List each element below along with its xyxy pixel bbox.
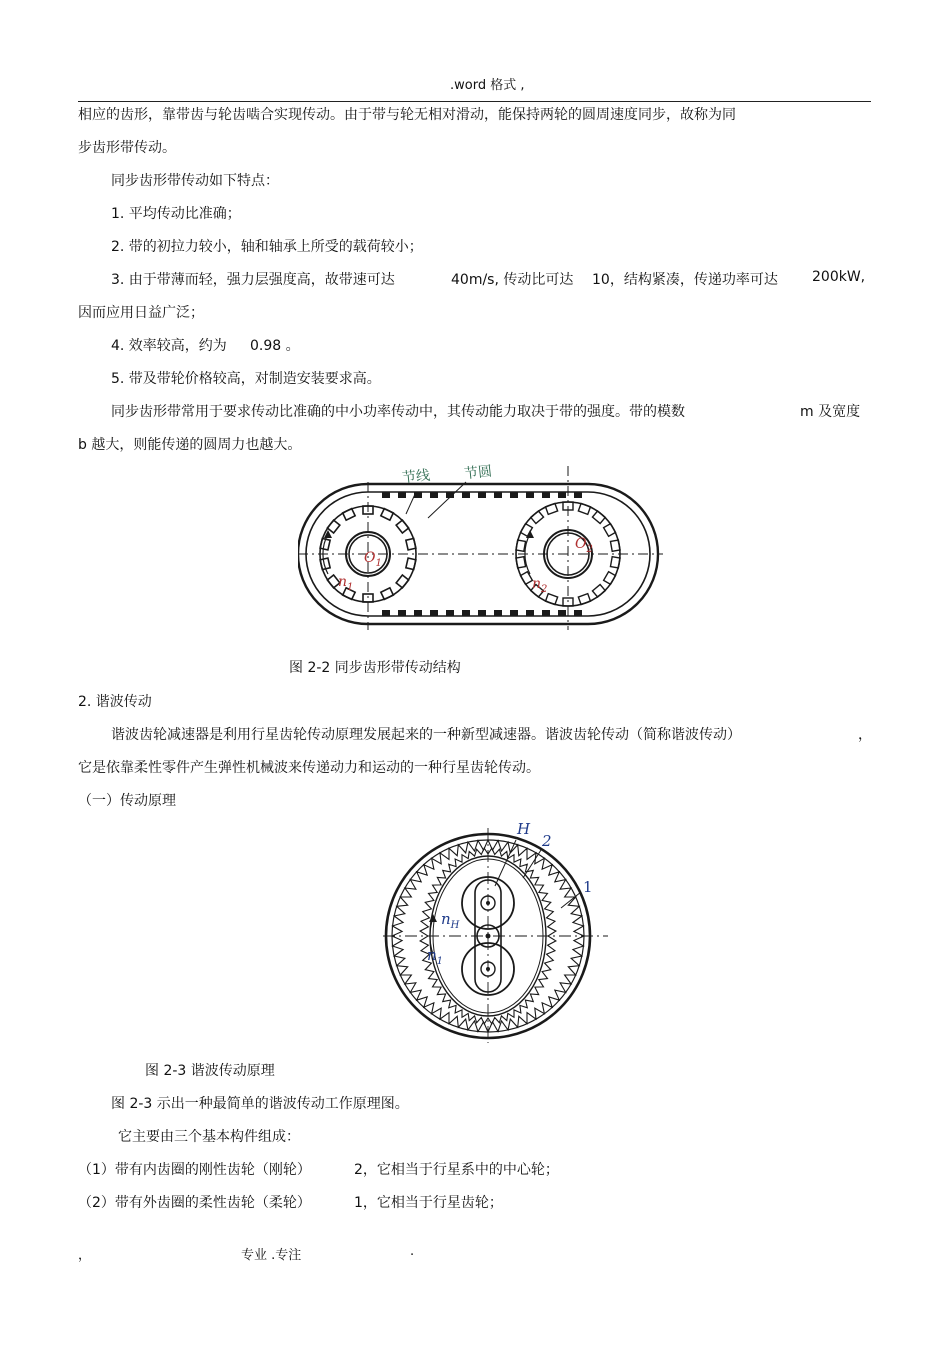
label-n1-letter: n	[427, 946, 437, 964]
label-speed-nh	[441, 910, 459, 931]
label-speed-n1	[427, 946, 443, 967]
paragraph-line: 相应的齿形，靠带齿与轮齿啮合实现传动。由于带与轮无相对滑动，能保持两轮的圆周速度同步，故称为同	[78, 107, 736, 123]
label-n1-sub: 1	[347, 581, 354, 593]
label-n1-sub: 1	[436, 956, 444, 967]
list-item-part: 0.98 。	[250, 338, 300, 354]
label-n1-letter: n	[338, 574, 348, 590]
list-item: 2. 带的初拉力较小，轴和轴承上所受的载荷较小；	[111, 239, 423, 255]
label-n2-letter: n	[532, 576, 542, 592]
label-o2-letter: O	[575, 536, 587, 552]
paragraph-part: 谐波齿轮减速器是利用行星齿轮传动原理发展起来的一种新型减速器。谐波齿轮传动（简称谐波传动）	[111, 727, 741, 743]
label-o2-sub: 2	[586, 543, 593, 555]
list-item-part: 40m/s, 传动比可达	[451, 272, 574, 288]
label-rigid-gear-2: 2	[542, 832, 552, 850]
label-o1-letter: O	[364, 550, 376, 566]
label-pitch-line: 节线	[401, 467, 431, 487]
section-title: 2. 谐波传动	[78, 694, 152, 710]
list-item-part: 200kW,	[812, 269, 866, 285]
list-item-part: （2）带有外齿圈的柔性齿轮（柔轮）	[78, 1195, 311, 1211]
figure-timing-belt	[298, 462, 663, 634]
paragraph-part: ，	[858, 727, 872, 743]
label-o1-sub: 1	[375, 557, 382, 569]
paragraph: 它主要由三个基本构件组成：	[118, 1129, 300, 1145]
paragraph-line: b 越大，则能传递的圆周力也越大。	[78, 437, 302, 453]
label-nh-letter: n	[441, 910, 451, 928]
figure-timing-belt-drawing	[298, 462, 663, 634]
label-pitch-circle: 节圆	[463, 463, 493, 483]
paragraph-part: m 及宽度	[800, 404, 861, 420]
label-n2-sub: 2	[541, 583, 548, 595]
paragraph-line: 步齿形带传动。	[78, 140, 176, 156]
paragraph-part: 同步齿形带常用于要求传动比准确的中小功率传动中，其传动能力取决于带的强度。带的模数	[111, 404, 685, 420]
footer-right: .	[410, 1244, 415, 1259]
list-item-part: （1）带有内齿圈的刚性齿轮（刚轮）	[78, 1162, 311, 1178]
page-header: .word 格式 ,	[450, 78, 525, 93]
paragraph-line: 它是依靠柔性零件产生弹性机械波来传递动力和运动的一种行星齿轮传动。	[78, 760, 540, 776]
subsection-title: （一）传动原理	[78, 793, 176, 809]
list-item-continuation: 因而应用日益广泛；	[78, 305, 204, 321]
label-center-o2	[575, 536, 593, 555]
figure-harmonic-drive-drawing	[383, 818, 608, 1043]
label-flex-gear-1: 1	[583, 878, 593, 896]
list-item: 5. 带及带轮价格较高，对制造安装要求高。	[111, 371, 381, 387]
figure-caption: 图 2-2 同步齿形带传动结构	[289, 660, 461, 676]
list-item: 1. 平均传动比准确；	[111, 206, 241, 222]
list-item-part: 3. 由于带薄而轻，强力层强度高，故带速可达	[111, 272, 395, 288]
footer-center: 专业 .专注	[241, 1248, 302, 1263]
label-nh-sub: H	[450, 920, 460, 931]
footer-left: ，	[78, 1248, 92, 1263]
label-wave-generator-h: H	[517, 820, 531, 838]
header-rule	[78, 101, 871, 102]
label-center-o1	[364, 550, 382, 569]
figure-harmonic-drive	[383, 818, 608, 1043]
paragraph: 图 2-3 示出一种最简单的谐波传动工作原理图。	[111, 1096, 409, 1112]
list-item-part: 10，结构紧凑，传递功率可达	[592, 272, 778, 288]
list-item-part: 4. 效率较高，约为	[111, 338, 227, 354]
figure-caption: 图 2-3 谐波传动原理	[145, 1063, 275, 1079]
label-speed-n1	[338, 574, 353, 593]
list-item-part: 2，它相当于行星系中的中心轮；	[354, 1162, 559, 1178]
paragraph: 同步齿形带传动如下特点：	[111, 173, 279, 189]
list-item-part: 1，它相当于行星齿轮；	[354, 1195, 503, 1211]
label-speed-n2	[532, 576, 547, 595]
